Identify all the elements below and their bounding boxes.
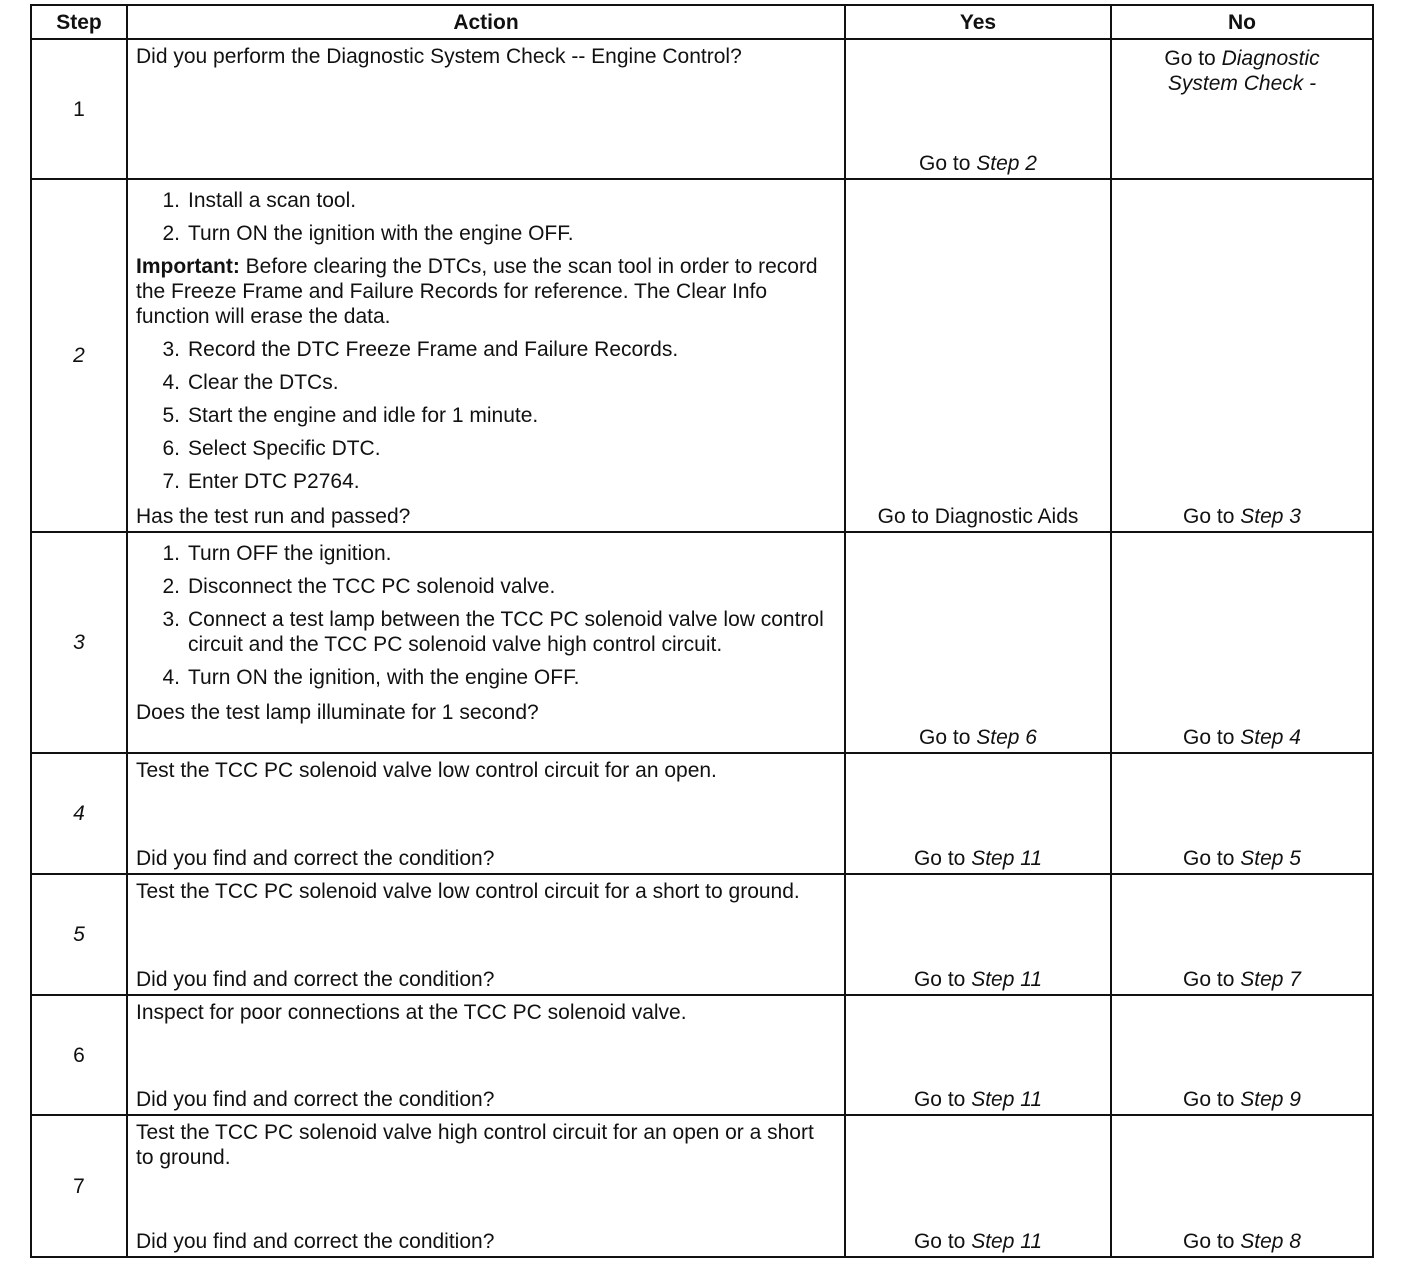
- header-yes: Yes: [845, 5, 1111, 39]
- no-cell: [1111, 39, 1373, 179]
- no-link-continued[interactable]: System Check -: [1167, 72, 1317, 95]
- go-to-label: Go to: [1183, 1230, 1235, 1253]
- yes-link[interactable]: Step 11: [971, 968, 1043, 991]
- no-link[interactable]: Step 8: [1240, 1230, 1301, 1253]
- important-note: [136, 254, 836, 329]
- yes-link[interactable]: Go to Diagnostic Aids: [877, 505, 1079, 528]
- list-item: 2. Disconnect the TCC PC solenoid valve.: [162, 575, 556, 598]
- no-cell: [1111, 179, 1373, 532]
- go-to-label: Go to: [1183, 726, 1235, 749]
- yes-link[interactable]: Step 11: [971, 1088, 1043, 1111]
- go-to-label: Go to: [913, 1088, 966, 1111]
- action-text: Inspect for poor connections at the TCC PC solenoid valve.: [136, 1001, 687, 1024]
- yes-cell: [845, 753, 1111, 874]
- list-item: 4. Clear the DTCs.: [162, 371, 339, 394]
- yes-link[interactable]: Step 11: [971, 847, 1043, 870]
- yes-link[interactable]: Step 11: [971, 1230, 1043, 1253]
- list-item: 2. Turn ON the ignition with the engine OFF.: [162, 222, 574, 245]
- procedure-list: [136, 541, 836, 690]
- table-row: [31, 532, 1373, 753]
- no-cell: [1111, 753, 1373, 874]
- procedure-list: [136, 188, 836, 246]
- table-row: [31, 179, 1373, 532]
- important-label: Important:: [136, 255, 240, 278]
- question-text: Did you find and correct the condition?: [136, 1230, 495, 1253]
- no-cell: [1111, 532, 1373, 753]
- go-to-label: Go to: [1164, 47, 1216, 70]
- no-link[interactable]: Step 4: [1240, 726, 1301, 749]
- step-number: 5: [31, 874, 127, 995]
- go-to-label: Go to: [1183, 847, 1235, 870]
- step-number: 4: [31, 753, 127, 874]
- no-link[interactable]: Step 5: [1240, 847, 1301, 870]
- action-cell: [127, 179, 845, 532]
- action-text: Test the TCC PC solenoid valve low control circuit for an open.: [136, 759, 717, 782]
- go-to-label: Go to: [913, 847, 966, 870]
- question-text: Did you find and correct the condition?: [136, 847, 495, 870]
- header-no: No: [1111, 5, 1373, 39]
- list-item: 4. Turn ON the ignition, with the engine OFF.: [162, 666, 580, 689]
- action-cell: [127, 1115, 845, 1257]
- table-row: [31, 874, 1373, 995]
- action-cell: [127, 532, 845, 753]
- list-item: 1. Turn OFF the ignition.: [162, 542, 392, 565]
- no-cell: [1111, 1115, 1373, 1257]
- action-cell: [127, 753, 845, 874]
- yes-cell: [845, 1115, 1111, 1257]
- yes-cell: [845, 874, 1111, 995]
- go-to-label: Go to: [1183, 968, 1235, 991]
- action-cell: [127, 874, 845, 995]
- question-text: Did you find and correct the condition?: [136, 1088, 495, 1111]
- go-to-label: Go to: [1183, 1088, 1235, 1111]
- diagnostic-table-container: [30, 4, 1374, 1258]
- header-step: Step: [31, 5, 127, 39]
- no-link[interactable]: Step 3: [1240, 505, 1301, 528]
- header-action: Action: [127, 5, 845, 39]
- no-link[interactable]: Step 7: [1240, 968, 1301, 991]
- go-to-label: Go to: [913, 1230, 966, 1253]
- no-link[interactable]: Diagnostic: [1221, 47, 1320, 70]
- go-to-label: Go to: [1183, 505, 1235, 528]
- step-number: 3: [31, 532, 127, 753]
- action-text: Test the TCC PC solenoid valve high control circuit for an open or a short to ground.: [136, 1121, 814, 1169]
- diagnostic-table: [30, 4, 1374, 1258]
- yes-cell: [845, 39, 1111, 179]
- list-item: 6. Select Specific DTC.: [162, 437, 381, 460]
- list-item: 5. Start the engine and idle for 1 minute.: [162, 404, 539, 427]
- step-number: 6: [31, 995, 127, 1115]
- yes-cell: [845, 179, 1111, 532]
- step-number: 7: [31, 1115, 127, 1257]
- procedure-list: [136, 337, 836, 494]
- no-cell: [1111, 874, 1373, 995]
- step-number: 2: [31, 179, 127, 532]
- action-text: Test the TCC PC solenoid valve low control circuit for a short to ground.: [136, 880, 800, 903]
- yes-cell: [845, 995, 1111, 1115]
- important-text: Before clearing the DTCs, use the scan tool in order to record the Freeze Frame and Failure Records for reference. The Clear Info function will erase the data.: [136, 255, 818, 328]
- question-text: Does the test lamp illuminate for 1 second?: [136, 701, 539, 724]
- yes-link[interactable]: Step 2: [976, 152, 1037, 175]
- table-row: [31, 39, 1373, 179]
- no-link[interactable]: Step 9: [1240, 1088, 1301, 1111]
- yes-cell: [845, 532, 1111, 753]
- action-text: Did you perform the Diagnostic System Check -- Engine Control?: [136, 45, 742, 68]
- question-text: Has the test run and passed?: [136, 505, 411, 528]
- question-text: Did you find and correct the condition?: [136, 968, 495, 991]
- list-item: 3. Connect a test lamp between the TCC PC solenoid valve low control circuit and the TCC PC solenoid valve high control circuit.: [162, 608, 824, 656]
- go-to-label: Go to: [919, 152, 971, 175]
- go-to-label: Go to: [919, 726, 971, 749]
- table-row: [31, 1115, 1373, 1257]
- action-cell: [127, 995, 845, 1115]
- step-number: 1: [31, 39, 127, 179]
- table-row: [31, 995, 1373, 1115]
- go-to-label: Go to: [913, 968, 966, 991]
- yes-link[interactable]: Step 6: [976, 726, 1037, 749]
- list-item: 3. Record the DTC Freeze Frame and Failure Records.: [162, 338, 679, 361]
- action-cell: [127, 39, 845, 179]
- no-cell: [1111, 995, 1373, 1115]
- header-row: [31, 5, 1373, 39]
- table-row: [31, 753, 1373, 874]
- list-item: 1. Install a scan tool.: [162, 189, 357, 212]
- list-item: 7. Enter DTC P2764.: [162, 470, 360, 493]
